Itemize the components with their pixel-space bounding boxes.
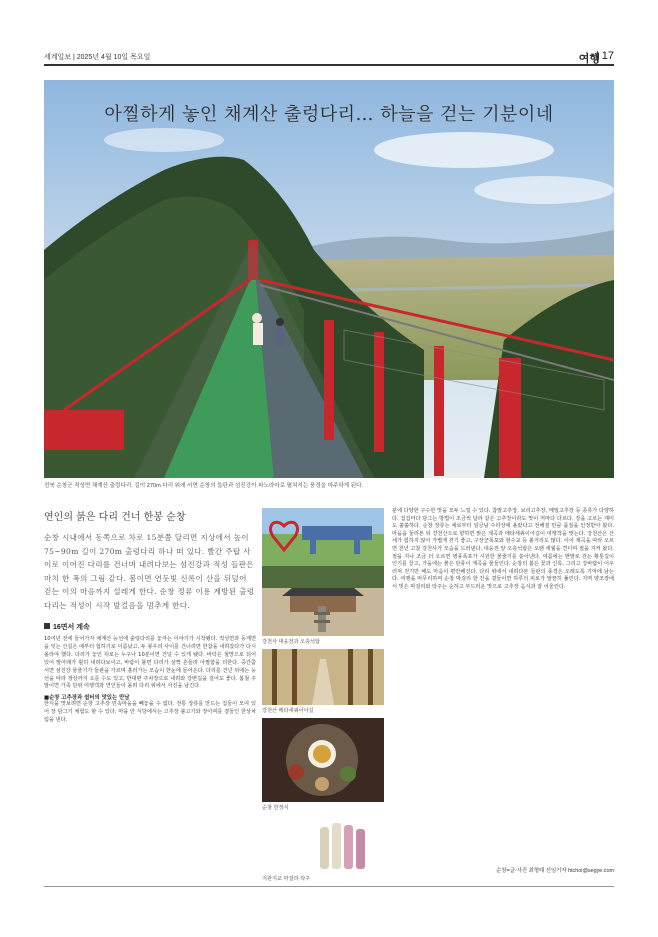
lead-paragraph: 순창 시내에서 동쪽으로 차로 15분쯤 달리면 지상에서 높이 75~90m 길이 270m 출렁다리 하나 떠 있다. 빨간 주탑 사이로 이어진 다리를 건너며 내려다보는 섬진강과 적성 들판은 마치 한 폭의 그림 같다. 봄이면 연둣빛 신록이 산을 뒤덮어 걷는 이의 마음까지 설레게 한다. 순창 정류 이용 계방된 출렁다리는 적성이 시작 발걸음을 멈추게 한다. [44, 533, 255, 610]
caption-temple: 강천사 대웅전과 오층석탑 [262, 639, 321, 645]
photo-makgeolli [262, 815, 384, 873]
section-heading: 16면서 계속 [44, 622, 256, 632]
photo-hanjeongsik [262, 718, 384, 802]
hero-caption: 전북 순창군 적성면 채계산 출렁다리. 길이 270m 다리 위에 서면 순창의 들판과 섬진강이 파노라마로 펼쳐지는 풍경을 마주하게 된다. [44, 483, 364, 489]
article-subtitle: 연인의 붉은 다리 건너 한봉 순창 [44, 512, 186, 523]
caption-food: 순창 한정식 [262, 805, 289, 811]
bridge-illustration [44, 80, 614, 478]
body-paragraph-1: 10여년 전에 들어가자 채계산 능선에 출렁다리를 놓자는 이야기가 시작됐다. 적성면과 동계면을 잇는 산길은 예부터 험하기로 이름났고, 두 봉우리 사이를 건너려면 한참을 내려갔다가 다시 올라야 했다. 다리가 놓인 뒤로는 누구나 10분이면 건널 수 있게 됐다. 바닥은 철망으로 되어 있어 발아래가 훤히 내려다보이고, 바람이 불면 다리가 살짝 흔들려 아찔함을 더한다. 중간쯤 서면 섬진강 물줄기가 들판을 가르며 흘러가는 모습이 한눈에 들어온다. 다리를 건넌 뒤에는 능선을 따라 정상까지 오를 수도 있고, 반대편 주차장으로 내려와 강변길을 걸어도 좋다. 봄철 주말이면 가족 단위 여행객과 연인들이 몰려 다리 위에서 사진을 남긴다. [44, 636, 256, 690]
headline: 아찔하게 놓인 채계산 출렁다리… 하늘을 걷는 기분이네 [104, 104, 554, 125]
temple-illustration [262, 566, 384, 636]
middle-photo-column [262, 508, 384, 886]
caption-makgeolli: 지관지교 막걸리·탁주 [262, 876, 311, 882]
hero-photo [44, 80, 614, 478]
caption-forest: 강천산 메타세쿼이아길 [262, 708, 314, 714]
photo-sunchang-sign [262, 508, 384, 566]
right-column [392, 508, 614, 592]
square-bullet-icon [44, 623, 50, 629]
photo-gangcheonsa [262, 566, 384, 636]
bottles-illustration [262, 815, 384, 873]
photo-metasequoia-road [262, 649, 384, 705]
left-column [44, 508, 256, 725]
byline: 순창=글·사진 최형태 선임기자 htchoi@segye.com [496, 868, 614, 874]
masthead [44, 50, 614, 66]
section-name: 여행 [578, 53, 600, 65]
subheading-gochujang: ■순창 고추장과 쉼터의 맛있는 만남 [44, 695, 130, 702]
food-illustration [262, 718, 384, 802]
sunchang-sign-illustration [262, 508, 384, 566]
body-paragraph-right: 분에 다양한 구수한 맛을 모두 느낄 수 있다. 참발고추장, 보리고추장, 메밀고추장 등 종류가 다양하다. 집집마다 담그는 방법이 조금씩 달라 같은 고추장이라도 맛이 저마다 다르다. 장을 고르는 재미도 쏠쏠하다. 순창 장류는 예로부터 임금님 수라상에 올랐다고 전해질 만큼 품질을 인정받아 왔다. 마을을 둘러본 뒤 강천산으로 향하면 맑은 계곡과 메타세쿼이아길이 여행객을 맞는다. 강천산은 산세가 험하지 않아 가볍게 걷기 좋고, 구장군폭포와 현수교 등 볼거리도 많다. 이어 계곡을 따라 오르면 천년 고찰 강천사가 모습을 드러낸다. 대웅전 앞 오층석탑은 오랜 세월을 견디며 절을 지켜 왔다. 절을 지나 조금 더 오르면 병풍폭포가 시원한 물줄기를 쏟아낸다. 여름에는 맨발로 걷는 황톳길이 인기를 끌고, 가을에는 붉은 단풍이 계곡을 물들인다. 순창의 봄은 꽃과 신록, 그리고 강바람이 어우러져 걷기만 해도 마음이 편안해진다. 다리 위에서 내려다본 들판의 풍경은 오래도록 기억에 남는다. 여행을 마무리하며 순창 막걸리 한 잔을 곁들이면 하루의 피로가 말끔히 풀린다. 지역 양조장에서 빚은 막걸리와 탁주는 순하고 부드러운 맛으로 고추장 음식과 잘 어울린다. [392, 508, 614, 590]
body-paragraph-2: 한식을 맛보려면 순창 고추장 민속마을을 빼놓을 수 없다. 전통 장류를 만드는 집들이 모여 있어 장 담그기 체험도 할 수 있다. 마을 안 식당에서는 고추장 불고기와 장아찌를 곁들인 한상차림을 낸다. [44, 701, 256, 724]
footer-divider [44, 886, 614, 887]
forest-road-illustration [262, 649, 384, 705]
publication-date: 세계일보 | 2025년 4월 10일 목요일 [44, 54, 151, 61]
page-number: | 17 [595, 50, 614, 62]
